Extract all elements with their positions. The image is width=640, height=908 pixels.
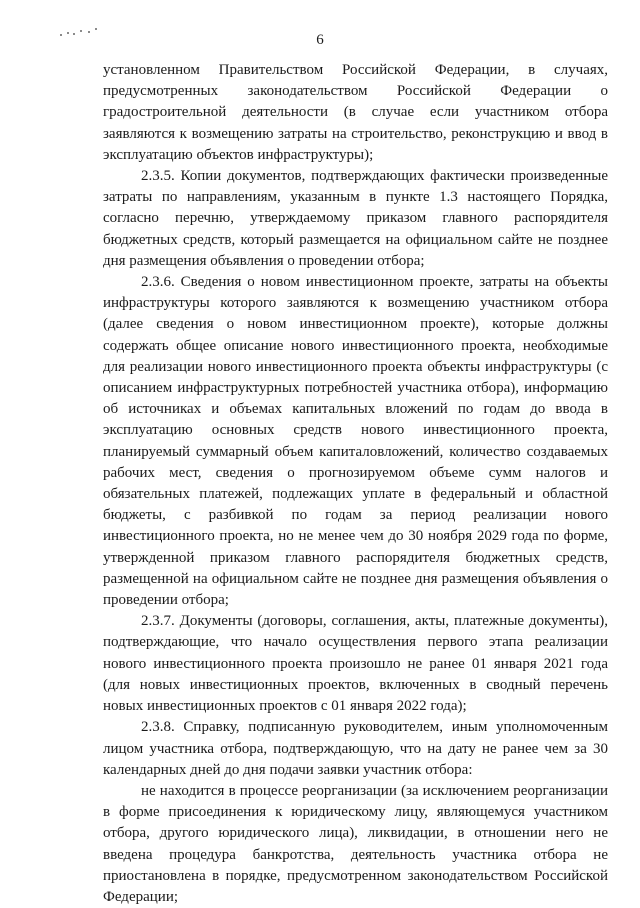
paragraph-2-3-6: 2.3.6. Сведения о новом инвестиционном проекте, затраты на объекты инфраструктуры которого заявляются к возмещению участником отбора (далее сведения о новом инвестиционном проекте), которые должны содержать общее описание нового инвестиционного проекта, необходимые для реализации нового инвестиционного проекта объекты инфраструктуры (с описанием инфраструктурных потребностей участника отбора), информацию об источниках и объемах капитальных вложений по годам до ввода в эксплуатацию основных средств нового инвестиционного проекта, планируемый суммарный объем капиталовложений, количество создаваемых рабочих мест, сведения о прогнозируемом объеме сумм налогов и обязательных платежей, подлежащих уплате в федеральный и областной бюджеты, с разбивкой по годам за период реализации нового инвестиционного проекта, но не менее чем до 30 ноября 2029 года по форме, утвержденной приказом главного распорядителя бюджетных средств, размещенной на официальном сайте не позднее дня размещения объявления о проведении отбора;	[103, 274, 608, 609]
paragraph-2-3-8: 2.3.8. Справку, подписанную руководителем, иным уполномоченным лицом участника отбора, подтверждающую, что на дату не ранее чем за 30 календарных дней до дня подачи заявки участник отбора:	[103, 719, 608, 778]
paragraph-continuation: установленном Правительством Российской Федерации, в случаях, предусмотренных законодательством Российской Федерации о градостроительной деятельности (в случае если участником отбора заявляются к возмещению затраты на строительство, реконструкцию и ввод в эксплуатацию объектов инфраструктуры);	[103, 62, 608, 163]
paragraph-2-3-5: 2.3.5. Копии документов, подтверждающих фактически произведенные затраты по направлениям, указанным в пункте 1.3 настоящего Порядка, согласно перечню, утверждаемому приказом главного распорядителя бюджетных средств, который размещается на официальном сайте не позднее дня размещения объявления о проведении отбора;	[103, 168, 608, 269]
page-number: 6	[316, 32, 324, 48]
paragraph-reorganization: не находится в процессе реорганизации (за исключением реорганизации в форме присоединения к юридическому лицу, являющемуся участником отбора, другого юридического лица), ликвидации, в отношении него не введена процедура банкротства, деятельность участника отбора не приостановлена в порядке, предусмотренном законодательством Российской Федерации;	[103, 782, 608, 905]
paragraph-2-3-7: 2.3.7. Документы (договоры, соглашения, акты, платежные документы), подтверждающие, что начало осуществления первого этапа реализации нового инвестиционного проекта произошло не ранее 01 января 2021 года (для новых инвестиционных проектов, включенных в сводный перечень новых инвестиционных проектов с 01 января 2022 года);	[103, 613, 608, 715]
document-body	[103, 60, 608, 908]
